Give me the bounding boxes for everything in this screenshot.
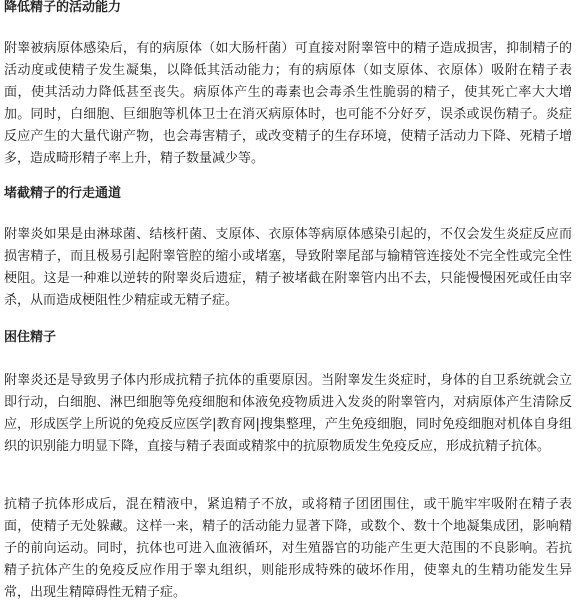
section-paragraph-trap-sperm-1: 附睾炎还是导致男子体内形成抗精子抗体的重要原因。当附睾发生炎症时，身体的自卫系统就会立即行动，白细胞、淋巴细胞等免疫细胞和体液免疫物质进入发炎的附睾管内，对病原体产生清除反应，形成医学上所说的免疫反应医学|教育网|搜集整理，产生免疫细胞，同时免疫细胞对机体自身组织的识别能力明显下降，直接与精子表面或精浆中的抗原物质发生免疫反应，形成抗精子抗体。 xyxy=(4,373,572,454)
section-heading-block-passage: 堵截精子的行走通道 xyxy=(4,186,122,201)
section-paragraph-block-passage: 附睾炎如果是由淋球菌、结核杆菌、支原体、衣原体等病原体感染引起的，不仅会发生炎症反应而损害精子，而且极易引起附睾管腔的缩小或堵塞，导致附睾尾部与输精管连接处不完全性或完全性梗阻。这是一种难以逆转的附睾炎后遗症，精子被堵截在附睾管内出不去，只能慢慢困死或任由宰杀，从而造成梗阻性少精症或无精子症。 xyxy=(4,227,572,308)
section-heading-reduce-motility: 降低精子的活动能力 xyxy=(4,0,122,15)
section-paragraph-reduce-motility: 附睾被病原体感染后，有的病原体（如大肠杆菌）可直接对附睾管中的精子造成损害，抑制精子的活动度或使精子发生凝集，以降低其活动能力；有的病原体（如支原体、衣原体）吸附在精子表面，使其活动力降低甚至丧失。病原体产生的毒素也会毒杀生性脆弱的精子，使其死亡率大大增加。同时，白细胞、巨细胞等机体卫士在消灭病原体时，也可能不分好歹，误杀或误伤精子。炎症反应产生的大量代谢产物，也会毒害精子，或改变精子的生存环境，使精子活动力下降、死精子增多，造成畸形精子率上升，精子数量减少等。 xyxy=(4,41,572,166)
section-paragraph-trap-sperm-2: 抗精子抗体形成后，混在精液中，紧追精子不放，或将精子团团围住，或干脆牢牢吸附在精子表面，使精子无处躲藏。这样一来，精子的活动能力显著下降，或数个、数十个地凝集成团，影响精子的前向运动。同时，抗体也可进入血液循环，对生殖器官的功能产生更大范围的不良影响。若抗精子抗体产生的免疫反应作用于睾丸组织，则能形成特殊的破坏作用，使睾丸的生精功能发生异常，出现生精障碍性无精子症。 xyxy=(4,497,572,600)
section-heading-trap-sperm: 困住精子 xyxy=(4,330,57,345)
